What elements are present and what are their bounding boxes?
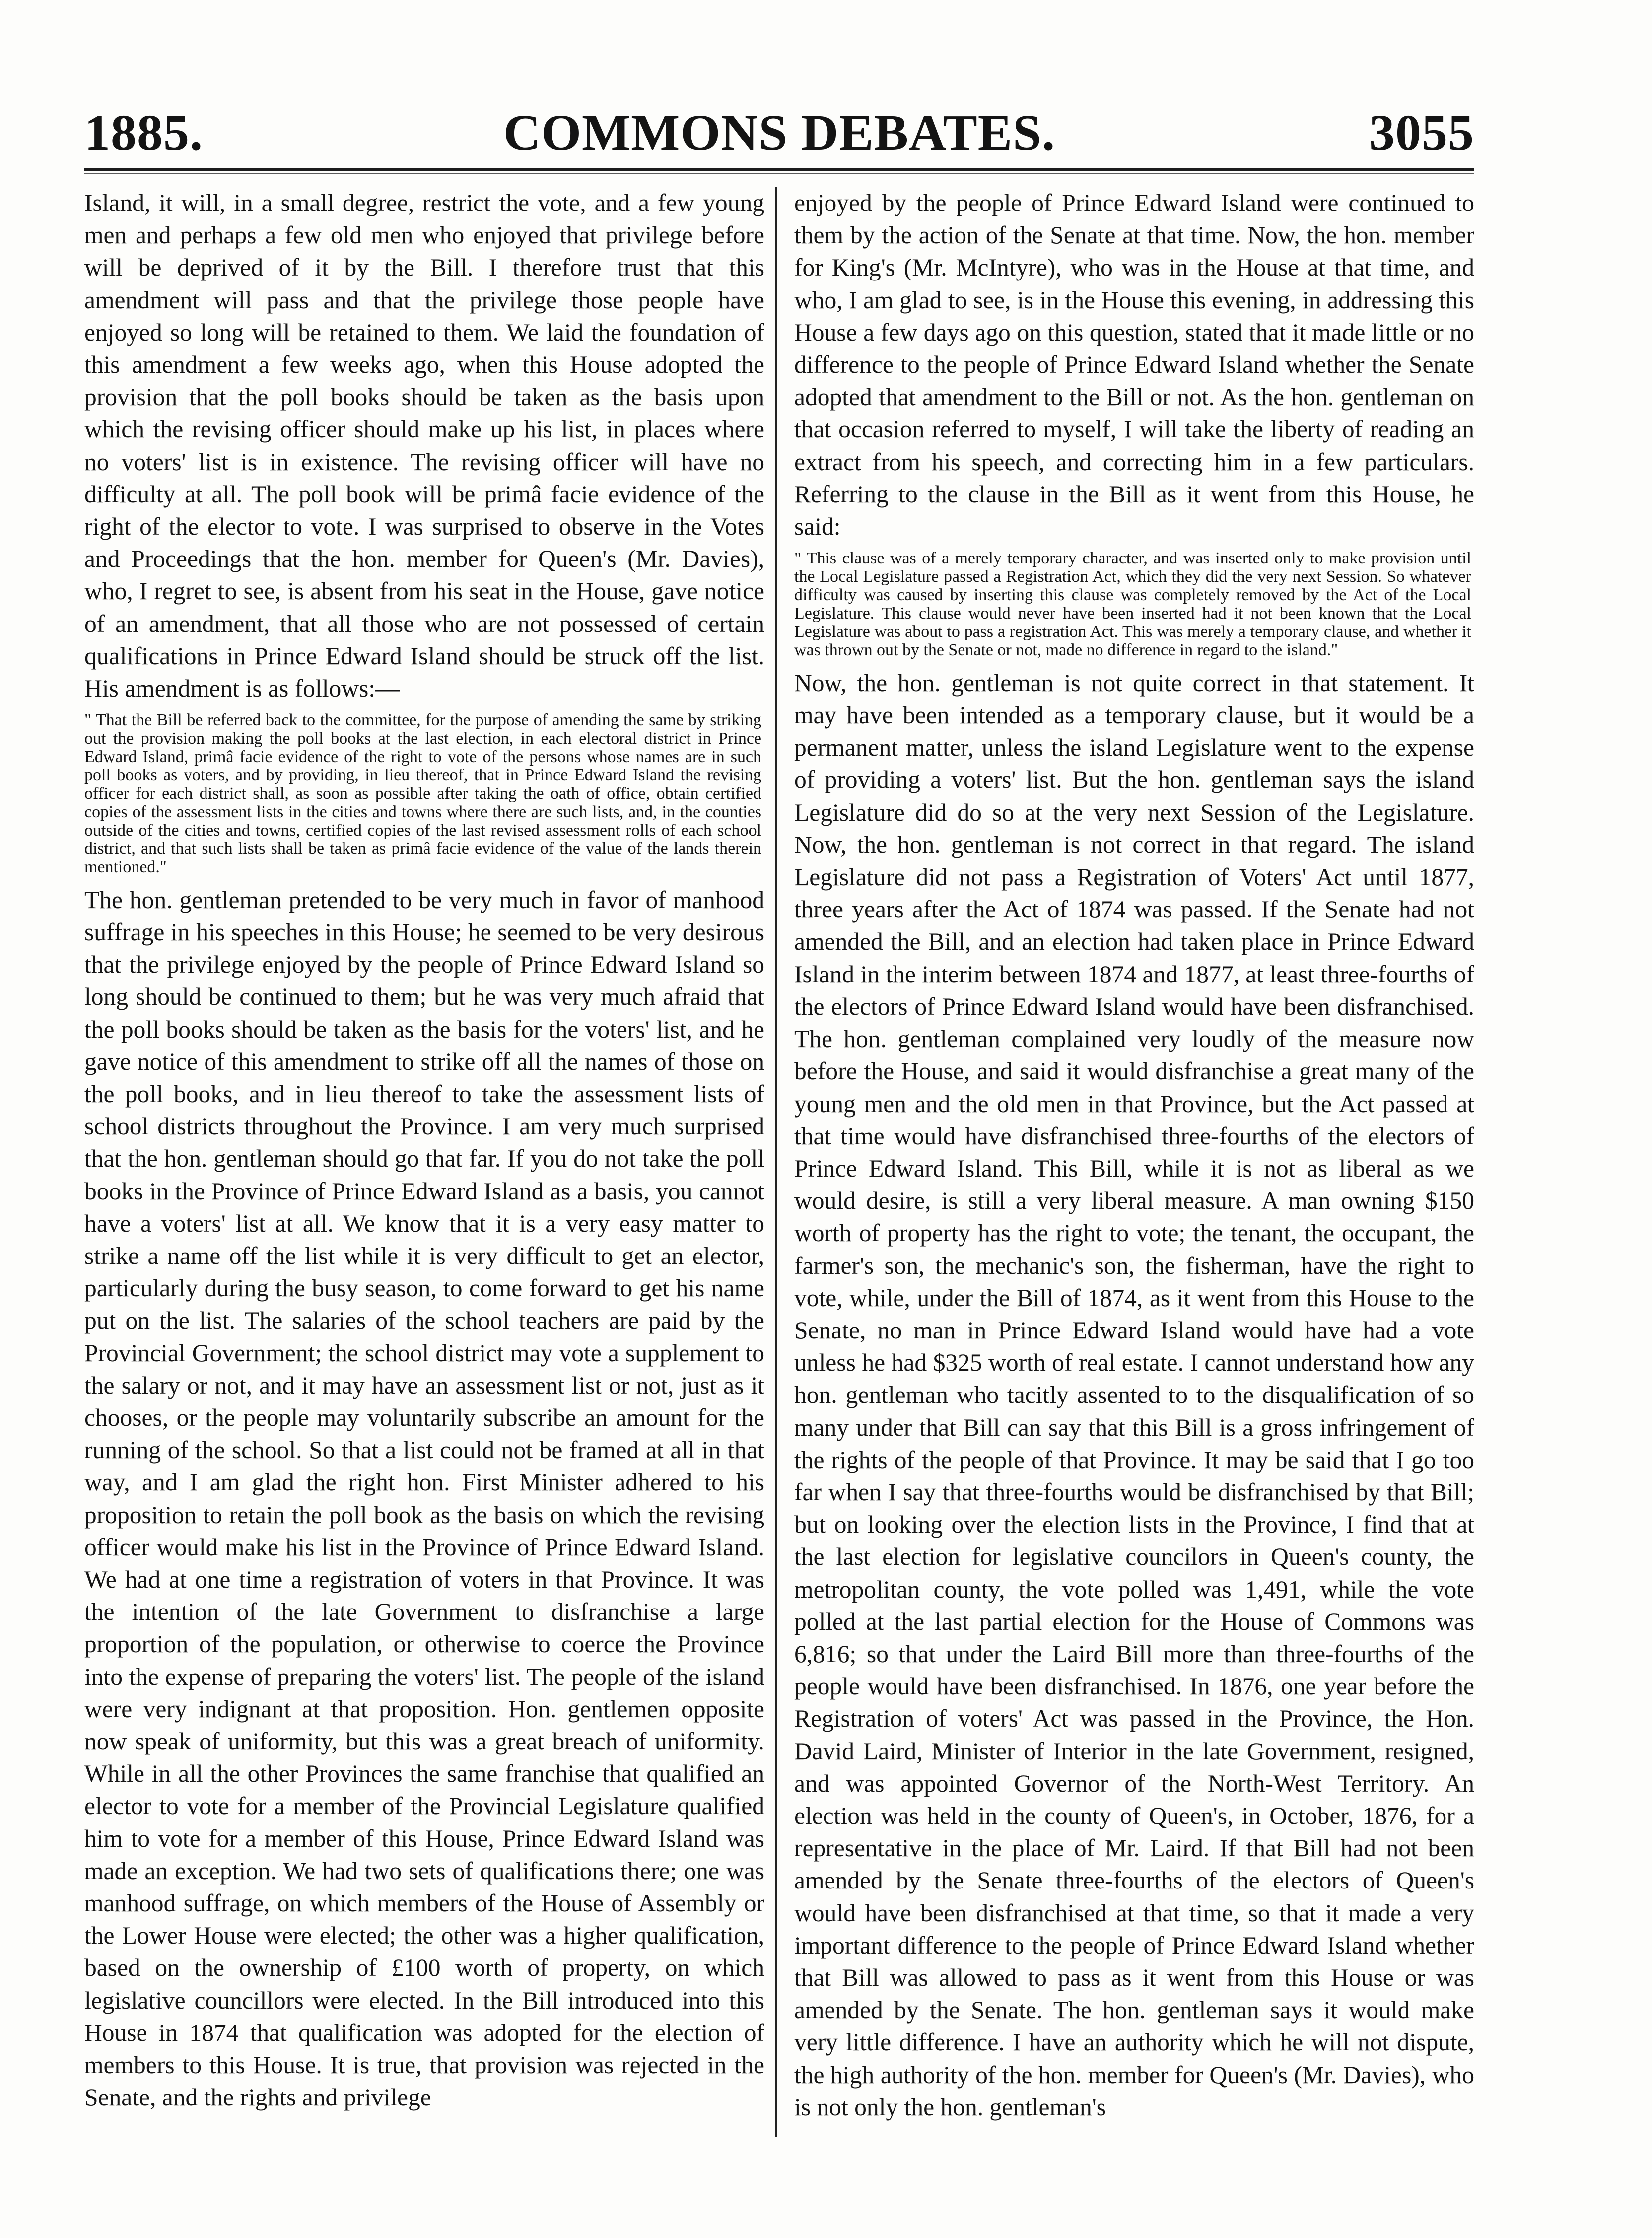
header-rule	[84, 168, 1474, 171]
right-column	[794, 187, 1474, 2123]
header-year: 1885.	[84, 104, 203, 161]
page-number: 3055	[1369, 104, 1474, 161]
right-paragraph-2: Now, the hon. gentleman is not quite correct in that statement. It may have been intended as a temporary clause, but it would be a permanent matter, unless the island Legislature went to the expense of providing a voters' list. But the hon. gentleman says the island Legislature did do so at the very next Session of the Legislature. Now, the hon. gentleman is not correct in that regard. The island Legislature did not pass a Registration of Voters' Act until 1877, three years after the Act of 1874 was passed. If the Senate had not amended the Bill, and an election had taken place in Prince Edward Island in the interim between 1874 and 1877, at least three-fourths of the electors of Prince Edward Island would have been disfranchised. The hon. gentleman complained very loudly of the measure now before the House, and said it would disfranchise a great many of the young men and the old men in that Province, but the Act passed at that time would have disfranchised three-fourths of the electors of Prince Edward Island. This Bill, while it is not as liberal as we would desire, is still a very liberal measure. A man owning $150 worth of property has the right to vote; the tenant, the occupant, the farmer's son, the mechanic's son, the fisherman, have the right to vote, while, under the Bill of 1874, as it went from this House to the Senate, no man in Prince Edward Island would have had a vote unless he had $325 worth of real estate. I cannot understand how any hon. gentleman who tacitly assented to to the disqualification of so many under that Bill can say that this Bill is a gross infringement of the rights of the people of that Province. It may be said that I go too far when I say that three-fourths would be disfranchised by that Bill; but on looking over the election lists in the Province, I find that at the last election for legislative councilors in Queen's county, the metropolitan county, the vote polled was 1,491, while the vote polled at the last partial election for the House of Commons was 6,816; so that under the Laird Bill more than three-fourths of the people would have been disfranchised. In 1876, one year before the Registration of voters' Act was passed in the Province, the Hon. David Laird, Minister of Interior in the late Government, resigned, and was appointed Governor of the North-West Territory. An election was held in the county of Queen's, in October, 1876, for a representative in the place of Mr. Laird. If that Bill had not been amended by the Senate three-fourths of the electors of Queen's would have been disfranchised at that time, so that it made a very important difference to the people of Prince Edward Island whether that Bill was allowed to pass as it went from this House or was amended by the Senate. The hon. gentleman says it would make very little difference. I have an authority which he will not dispute, the high authority of the hon. member for Queen's (Mr. Davies), who is not only the hon. gentleman's	[794, 669, 1474, 2121]
left-paragraph-1: Island, it will, in a small degree, restrict the vote, and a few young men and perhaps a few old men who enjoyed that privilege before will be deprived of it by the Bill. I therefore trust that this amendment will pass and that the privilege those people have enjoyed so long will be retained to them. We laid the foundation of this amendment a few weeks ago, when this House adopted the provision that the poll books should be taken as the basis upon which the revising officer should make up his list, in places where no voters' list is in existence. The revising officer will have no difficulty at all. The poll book will be primâ facie evidence of the right of the elector to vote. I was surprised to observe in the Votes and Proceedings that the hon. member for Queen's (Mr. Davies), who, I regret to see, is absent from his seat in the House, gave notice of an amendment, that all those who are not possessed of certain qualifications in Prince Edward Island should be struck off the list. His amendment is as follows:—	[84, 189, 764, 702]
left-quotation: " That the Bill be referred back to the committee, for the purpose of amending the same by striking out the provision making the poll books at the last election, in each electoral district in Prince Edward Island, primâ facie evidence of the right to vote of the persons whose names are in such poll books as voters, and by providing, in lieu thereof, that in Prince Edward Island the revising officer for each district shall, as soon as possible after taking the oath of office, obtain certified copies of the assessment lists in the cities and towns where there are such lists, and, in the counties outside of the cities and towns, certified copies of the last revised assessment rolls of each school district, and that such lists shall be taken as primâ facie evidence of the value of the lands therein mentioned."	[84, 711, 761, 876]
right-quotation: " This clause was of a merely temporary character, and was inserted only to make provision until the Local Legislature passed a Registration Act, which they did the very next Session. So whatever difficulty was caused by inserting this clause was completely removed by the Act of the Local Legislature. This clause would never have been inserted had it not been known that the Local Legislature was about to pass a registration Act. This was merely a temporary clause, and whether it was thrown out by the Senate or not, made no difference in regard to the island."	[794, 549, 1471, 659]
header-rule-thin	[84, 173, 1474, 174]
column-divider	[775, 187, 777, 2137]
page-header	[84, 103, 1474, 168]
left-paragraph-2: The hon. gentleman pretended to be very much in favor of manhood suffrage in his speeches in this House; he seemed to be very desirous that the privilege enjoyed by the people of Prince Edward Island so long should be continued to them; but he was very much afraid that the poll books should be taken as the basis for the voters' list, and he gave notice of this amendment to strike off all the names of those on the poll books, and in lieu thereof to take the assessment lists of school districts throughout the Province. I am very much surprised that the hon. gentleman should go that far. If you do not take the poll books in the Province of Prince Edward Island as a basis, you cannot have a voters' list at all. We know that it is a very easy matter to strike a name off the list while it is very difficult to get an elector, particularly during the busy season, to come forward to get his name put on the list. The salaries of the school teachers are paid by the Provincial Government; the school district may vote a supplement to the salary or not, and it may have an assessment list or not, just as it chooses, or the people may voluntarily subscribe an amount for the running of the school. So that a list could not be framed at all in that way, and I am glad the right hon. First Minister adhered to his proposition to retain the poll book as the basis on which the revising officer would make his list in the Province of Prince Edward Island. We had at one time a registration of voters in that Province. It was the intention of the late Government to disfranchise a large proportion of the population, or otherwise to coerce the Province into the expense of preparing the voters' list. The people of the island were very indignant at that proposition. Hon. gentlemen opposite now speak of uniformity, but this was a great breach of uniformity. While in all the other Provinces the same franchise that qualified an elector to vote for a member of the Provincial Legislature qualified him to vote for a member of this House, Prince Edward Island was made an exception. We had two sets of qualifications there; one was manhood suffrage, on which members of the House of Assembly or the Lower House were elected; the other was a higher qualification, based on the ownership of £100 worth of property, on which legislative councillors were elected. In the Bill introduced into this House in 1874 that qualification was adopted for the election of members to this House. It is true, that provision was rejected in the Senate, and the rights and privilege	[84, 886, 764, 2111]
left-column	[84, 187, 764, 2113]
right-paragraph-1: enjoyed by the people of Prince Edward Island were continued to them by the action of the Senate at that time. Now, the hon. member for King's (Mr. McIntyre), who was in the House at that time, and who, I am glad to see, is in the House this evening, in addressing this House a few days ago on this question, stated that it made little or no difference to the people of Prince Edward Island whether the Senate adopted that amendment to the Bill or not. As the hon. gentleman on that occasion referred to myself, I will take the liberty of reading an extract from his speech, and correcting him in a few particulars. Referring to the clause in the Bill as it went from this House, he said:	[794, 189, 1474, 541]
publication-title: COMMONS DEBATES.	[503, 104, 1055, 161]
